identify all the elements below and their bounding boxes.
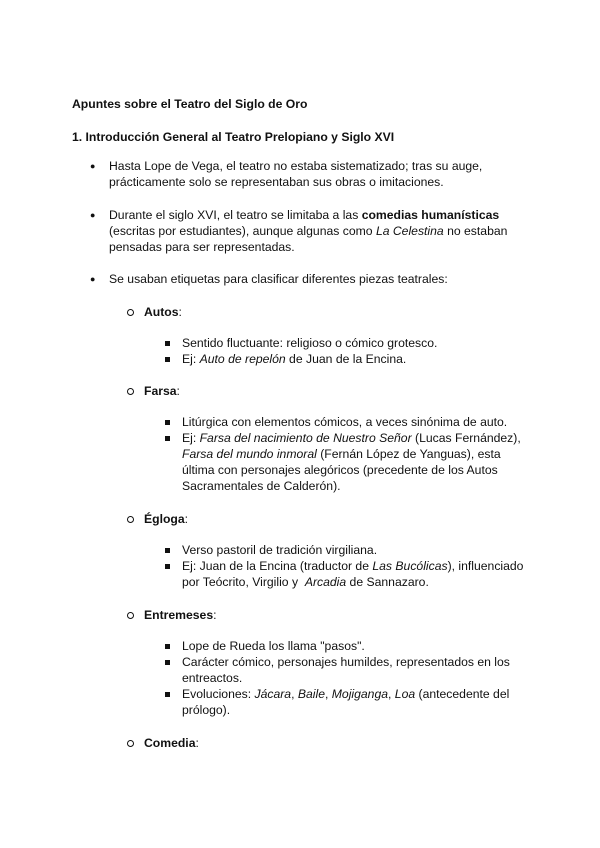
- bullet-disc-icon: ●: [90, 210, 96, 220]
- sub-item-text: Sentido fluctuante: religioso o cómico grotesco.: [182, 336, 438, 350]
- sub-item-text: Sacramentales de Calderón).: [182, 479, 341, 493]
- sub-item-text: Verso pastoril de tradición virgiliana.: [182, 543, 378, 557]
- list-item-text: Hasta Lope de Vega, el teatro no estaba sistematizado; tras su auge,: [109, 159, 483, 173]
- sub-item-text: Ej: Farsa del nacimiento de Nuestro Señor (Lucas Fernández),: [182, 431, 521, 445]
- sub-item-text: prólogo).: [182, 703, 231, 717]
- bullet-square-icon: [165, 644, 170, 649]
- bullet-square-icon: [165, 548, 170, 553]
- sub-item-text: Ej: Auto de repelón de Juan de la Encina.: [182, 352, 407, 366]
- list-item-text: Se usaban etiquetas para clasificar diferentes piezas teatrales:: [109, 272, 448, 286]
- bullet-square-icon: [165, 692, 170, 697]
- bullet-square-icon: [165, 436, 170, 441]
- category-label: Égloga:: [144, 512, 189, 526]
- list-item-text: pensadas para ser representadas.: [109, 240, 295, 254]
- category-label: Farsa:: [144, 384, 180, 398]
- bullet-circle-icon: [127, 388, 134, 395]
- list-item-text: prácticamente solo se representaban sus obras o imitaciones.: [109, 175, 444, 189]
- sub-item-text: Carácter cómico, personajes humildes, representados en los: [182, 655, 510, 669]
- bullet-square-icon: [165, 357, 170, 362]
- bullet-circle-icon: [127, 516, 134, 523]
- sub-item-text: Litúrgica con elementos cómicos, a veces sinónima de auto.: [182, 415, 508, 429]
- bullet-square-icon: [165, 660, 170, 665]
- category-label: Autos:: [144, 305, 182, 319]
- sub-item-text: Lope de Rueda los llama "pasos".: [182, 639, 365, 653]
- category-label: Entremeses:: [144, 608, 217, 622]
- sub-item-text: última con personajes alegóricos (precedente de los Autos: [182, 463, 498, 477]
- sub-item-text: por Teócrito, Virgilio y Arcadia de Sannazaro.: [182, 575, 429, 589]
- bullet-circle-icon: [127, 740, 134, 747]
- bullet-circle-icon: [127, 612, 134, 619]
- bullet-disc-icon: ●: [90, 274, 96, 284]
- bullet-disc-icon: ●: [90, 161, 96, 171]
- sub-item-text: Farsa del mundo inmoral (Fernán López de Yanguas), esta: [182, 447, 501, 461]
- sub-item-text: Evoluciones: Jácara, Baile, Mojiganga, Loa (antecedente del: [182, 687, 510, 701]
- bullet-square-icon: [165, 341, 170, 346]
- sub-item-text: Ej: Juan de la Encina (traductor de Las Bucólicas), influenciado: [182, 559, 524, 573]
- section-heading: 1. Introducción General al Teatro Prelopiano y Siglo XVI: [72, 130, 395, 144]
- bullet-square-icon: [165, 564, 170, 569]
- document-title: Apuntes sobre el Teatro del Siglo de Oro: [72, 97, 308, 111]
- bullet-square-icon: [165, 420, 170, 425]
- sub-item-text: entreactos.: [182, 671, 243, 685]
- category-label: Comedia:: [144, 736, 199, 750]
- list-item-text: (escritas por estudiantes), aunque algunas como La Celestina no estaban: [109, 224, 508, 238]
- bullet-circle-icon: [127, 309, 134, 316]
- list-item-text: Durante el siglo XVI, el teatro se limitaba a las comedias humanísticas: [109, 208, 500, 222]
